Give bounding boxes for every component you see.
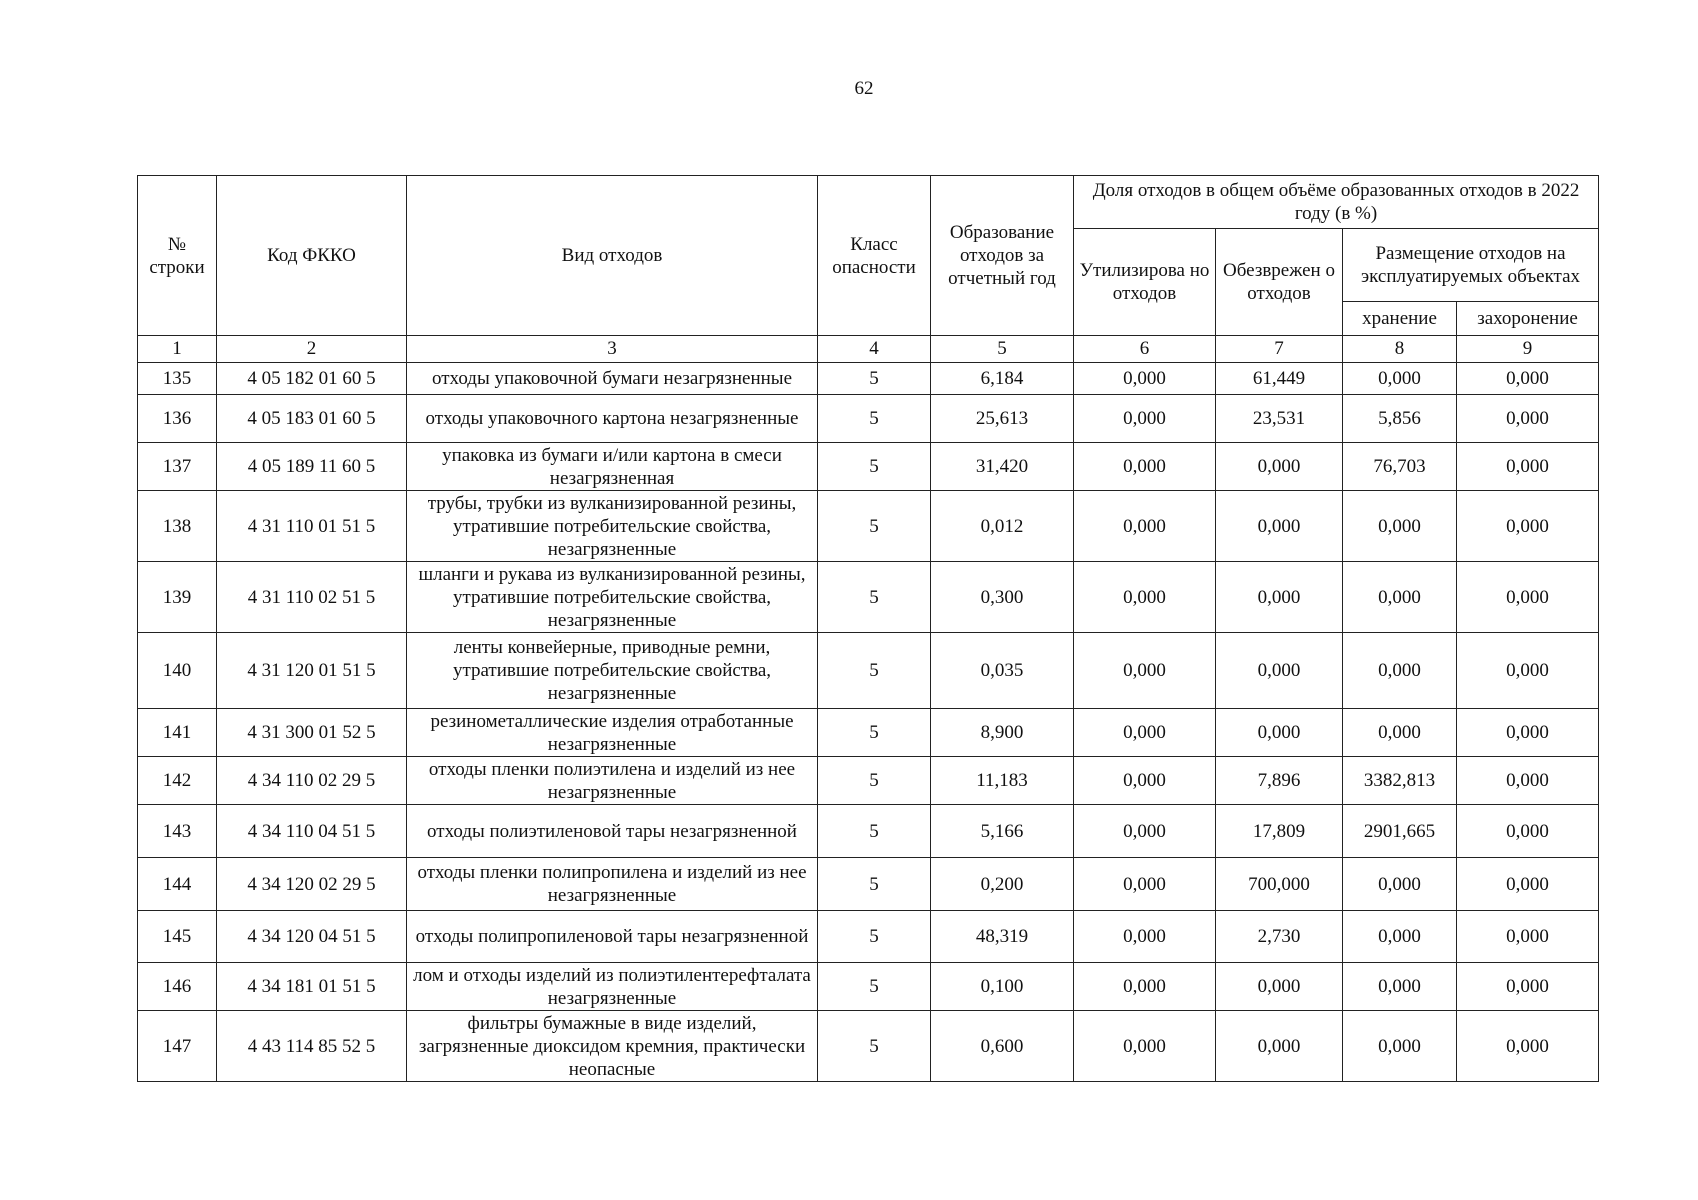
column-number: 7 bbox=[1216, 336, 1343, 363]
header-storage: хранение bbox=[1343, 302, 1457, 336]
cell-utilized: 0,000 bbox=[1074, 757, 1216, 805]
cell-waste-type: фильтры бумажные в виде изделий, загрязненные диоксидом кремния, практически неопасные bbox=[407, 1011, 818, 1082]
header-fkko-code: Код ФККО bbox=[217, 176, 407, 336]
cell-storage: 0,000 bbox=[1343, 633, 1457, 709]
cell-fkko-code: 4 34 181 01 51 5 bbox=[217, 963, 407, 1011]
cell-neutralized: 0,000 bbox=[1216, 963, 1343, 1011]
cell-generation: 0,035 bbox=[931, 633, 1074, 709]
cell-burial: 0,000 bbox=[1457, 363, 1599, 395]
table-row bbox=[138, 395, 1599, 443]
header-burial: захоронение bbox=[1457, 302, 1599, 336]
cell-neutralized: 0,000 bbox=[1216, 562, 1343, 633]
cell-burial: 0,000 bbox=[1457, 709, 1599, 757]
cell-waste-type: шланги и рукава из вулканизированной резины, утратившие потребительские свойства, незагрязненные bbox=[407, 562, 818, 633]
cell-utilized: 0,000 bbox=[1074, 709, 1216, 757]
cell-waste-type: упаковка из бумаги и/или картона в смеси незагрязненная bbox=[407, 443, 818, 491]
cell-fkko-code: 4 34 120 04 51 5 bbox=[217, 911, 407, 963]
cell-burial: 0,000 bbox=[1457, 757, 1599, 805]
column-number: 6 bbox=[1074, 336, 1216, 363]
header-utilized: Утилизирова но отходов bbox=[1074, 229, 1216, 336]
cell-generation: 0,600 bbox=[931, 1011, 1074, 1082]
cell-waste-type: отходы полипропиленовой тары незагрязненной bbox=[407, 911, 818, 963]
cell-hazard-class: 5 bbox=[818, 562, 931, 633]
table-row bbox=[138, 757, 1599, 805]
cell-generation: 6,184 bbox=[931, 363, 1074, 395]
table-row bbox=[138, 858, 1599, 911]
cell-utilized: 0,000 bbox=[1074, 911, 1216, 963]
cell-fkko-code: 4 31 300 01 52 5 bbox=[217, 709, 407, 757]
cell-generation: 0,200 bbox=[931, 858, 1074, 911]
cell-row-no: 144 bbox=[138, 858, 217, 911]
cell-row-no: 137 bbox=[138, 443, 217, 491]
cell-generation: 25,613 bbox=[931, 395, 1074, 443]
cell-fkko-code: 4 34 110 02 29 5 bbox=[217, 757, 407, 805]
cell-hazard-class: 5 bbox=[818, 395, 931, 443]
cell-storage: 0,000 bbox=[1343, 709, 1457, 757]
cell-burial: 0,000 bbox=[1457, 1011, 1599, 1082]
cell-fkko-code: 4 34 120 02 29 5 bbox=[217, 858, 407, 911]
header-placement-group: Размещение отходов на эксплуатируемых объектах bbox=[1343, 229, 1599, 302]
cell-storage: 0,000 bbox=[1343, 858, 1457, 911]
cell-storage: 0,000 bbox=[1343, 363, 1457, 395]
cell-hazard-class: 5 bbox=[818, 858, 931, 911]
cell-neutralized: 17,809 bbox=[1216, 805, 1343, 858]
table-row bbox=[138, 633, 1599, 709]
table-row bbox=[138, 1011, 1599, 1082]
cell-fkko-code: 4 43 114 85 52 5 bbox=[217, 1011, 407, 1082]
cell-storage: 76,703 bbox=[1343, 443, 1457, 491]
cell-row-no: 143 bbox=[138, 805, 217, 858]
cell-utilized: 0,000 bbox=[1074, 858, 1216, 911]
waste-table bbox=[137, 175, 1599, 1082]
table-row bbox=[138, 562, 1599, 633]
cell-row-no: 140 bbox=[138, 633, 217, 709]
cell-waste-type: резинометаллические изделия отработанные незагрязненные bbox=[407, 709, 818, 757]
table-row bbox=[138, 443, 1599, 491]
cell-hazard-class: 5 bbox=[818, 963, 931, 1011]
cell-neutralized: 7,896 bbox=[1216, 757, 1343, 805]
cell-storage: 5,856 bbox=[1343, 395, 1457, 443]
cell-storage: 0,000 bbox=[1343, 963, 1457, 1011]
cell-utilized: 0,000 bbox=[1074, 1011, 1216, 1082]
table-row bbox=[138, 805, 1599, 858]
cell-utilized: 0,000 bbox=[1074, 443, 1216, 491]
cell-row-no: 139 bbox=[138, 562, 217, 633]
cell-storage: 0,000 bbox=[1343, 562, 1457, 633]
cell-neutralized: 0,000 bbox=[1216, 491, 1343, 562]
table-body bbox=[138, 363, 1599, 1082]
header-generation: Образование отходов за отчетный год bbox=[931, 176, 1074, 336]
cell-generation: 5,166 bbox=[931, 805, 1074, 858]
header-neutralized: Обезврежен о отходов bbox=[1216, 229, 1343, 336]
cell-storage: 0,000 bbox=[1343, 1011, 1457, 1082]
cell-row-no: 147 bbox=[138, 1011, 217, 1082]
cell-row-no: 135 bbox=[138, 363, 217, 395]
cell-generation: 8,900 bbox=[931, 709, 1074, 757]
header-waste-type: Вид отходов bbox=[407, 176, 818, 336]
cell-hazard-class: 5 bbox=[818, 633, 931, 709]
cell-generation: 48,319 bbox=[931, 911, 1074, 963]
cell-hazard-class: 5 bbox=[818, 911, 931, 963]
cell-neutralized: 61,449 bbox=[1216, 363, 1343, 395]
cell-utilized: 0,000 bbox=[1074, 363, 1216, 395]
cell-utilized: 0,000 bbox=[1074, 633, 1216, 709]
cell-generation: 0,012 bbox=[931, 491, 1074, 562]
header-hazard-class: Класс опасности bbox=[818, 176, 931, 336]
cell-hazard-class: 5 bbox=[818, 757, 931, 805]
cell-row-no: 142 bbox=[138, 757, 217, 805]
cell-waste-type: трубы, трубки из вулканизированной резины, утратившие потребительские свойства, незагрязненные bbox=[407, 491, 818, 562]
column-number: 9 bbox=[1457, 336, 1599, 363]
cell-burial: 0,000 bbox=[1457, 491, 1599, 562]
cell-fkko-code: 4 05 182 01 60 5 bbox=[217, 363, 407, 395]
cell-burial: 0,000 bbox=[1457, 858, 1599, 911]
cell-generation: 0,300 bbox=[931, 562, 1074, 633]
cell-burial: 0,000 bbox=[1457, 562, 1599, 633]
cell-hazard-class: 5 bbox=[818, 1011, 931, 1082]
cell-burial: 0,000 bbox=[1457, 805, 1599, 858]
cell-hazard-class: 5 bbox=[818, 491, 931, 562]
cell-fkko-code: 4 34 110 04 51 5 bbox=[217, 805, 407, 858]
cell-hazard-class: 5 bbox=[818, 443, 931, 491]
cell-row-no: 145 bbox=[138, 911, 217, 963]
cell-neutralized: 23,531 bbox=[1216, 395, 1343, 443]
cell-neutralized: 0,000 bbox=[1216, 1011, 1343, 1082]
table-row bbox=[138, 963, 1599, 1011]
cell-waste-type: отходы упаковочного картона незагрязненные bbox=[407, 395, 818, 443]
column-number: 1 bbox=[138, 336, 217, 363]
cell-burial: 0,000 bbox=[1457, 633, 1599, 709]
cell-waste-type: лом и отходы изделий из полиэтилентерефталата незагрязненные bbox=[407, 963, 818, 1011]
cell-burial: 0,000 bbox=[1457, 963, 1599, 1011]
column-number-row bbox=[138, 336, 1599, 363]
header-row-no: № строки bbox=[138, 176, 217, 336]
cell-utilized: 0,000 bbox=[1074, 963, 1216, 1011]
cell-hazard-class: 5 bbox=[818, 805, 931, 858]
cell-neutralized: 0,000 bbox=[1216, 443, 1343, 491]
cell-storage: 0,000 bbox=[1343, 911, 1457, 963]
column-number: 4 bbox=[818, 336, 931, 363]
cell-waste-type: ленты конвейерные, приводные ремни, утратившие потребительские свойства, незагрязненные bbox=[407, 633, 818, 709]
cell-fkko-code: 4 31 110 02 51 5 bbox=[217, 562, 407, 633]
cell-fkko-code: 4 05 189 11 60 5 bbox=[217, 443, 407, 491]
cell-utilized: 0,000 bbox=[1074, 491, 1216, 562]
cell-row-no: 146 bbox=[138, 963, 217, 1011]
cell-storage: 3382,813 bbox=[1343, 757, 1457, 805]
cell-waste-type: отходы пленки полиэтилена и изделий из нее незагрязненные bbox=[407, 757, 818, 805]
cell-hazard-class: 5 bbox=[818, 363, 931, 395]
cell-row-no: 141 bbox=[138, 709, 217, 757]
cell-generation: 0,100 bbox=[931, 963, 1074, 1011]
column-number: 2 bbox=[217, 336, 407, 363]
cell-generation: 31,420 bbox=[931, 443, 1074, 491]
column-number: 5 bbox=[931, 336, 1074, 363]
header-share-group: Доля отходов в общем объёме образованных отходов в 2022 году (в %) bbox=[1074, 176, 1599, 229]
cell-hazard-class: 5 bbox=[818, 709, 931, 757]
cell-fkko-code: 4 31 120 01 51 5 bbox=[217, 633, 407, 709]
cell-neutralized: 0,000 bbox=[1216, 633, 1343, 709]
cell-utilized: 0,000 bbox=[1074, 395, 1216, 443]
cell-storage: 2901,665 bbox=[1343, 805, 1457, 858]
table-header bbox=[138, 176, 1599, 363]
cell-neutralized: 0,000 bbox=[1216, 709, 1343, 757]
cell-neutralized: 2,730 bbox=[1216, 911, 1343, 963]
cell-row-no: 136 bbox=[138, 395, 217, 443]
table-row bbox=[138, 491, 1599, 562]
table-row bbox=[138, 709, 1599, 757]
cell-generation: 11,183 bbox=[931, 757, 1074, 805]
cell-burial: 0,000 bbox=[1457, 395, 1599, 443]
cell-burial: 0,000 bbox=[1457, 911, 1599, 963]
cell-fkko-code: 4 05 183 01 60 5 bbox=[217, 395, 407, 443]
column-number: 3 bbox=[407, 336, 818, 363]
cell-waste-type: отходы пленки полипропилена и изделий из нее незагрязненные bbox=[407, 858, 818, 911]
cell-waste-type: отходы полиэтиленовой тары незагрязненной bbox=[407, 805, 818, 858]
table-row bbox=[138, 363, 1599, 395]
page-number: 62 bbox=[854, 78, 874, 99]
cell-burial: 0,000 bbox=[1457, 443, 1599, 491]
column-number: 8 bbox=[1343, 336, 1457, 363]
table-row bbox=[138, 911, 1599, 963]
cell-row-no: 138 bbox=[138, 491, 217, 562]
cell-waste-type: отходы упаковочной бумаги незагрязненные bbox=[407, 363, 818, 395]
cell-utilized: 0,000 bbox=[1074, 562, 1216, 633]
cell-utilized: 0,000 bbox=[1074, 805, 1216, 858]
cell-fkko-code: 4 31 110 01 51 5 bbox=[217, 491, 407, 562]
cell-neutralized: 700,000 bbox=[1216, 858, 1343, 911]
cell-storage: 0,000 bbox=[1343, 491, 1457, 562]
